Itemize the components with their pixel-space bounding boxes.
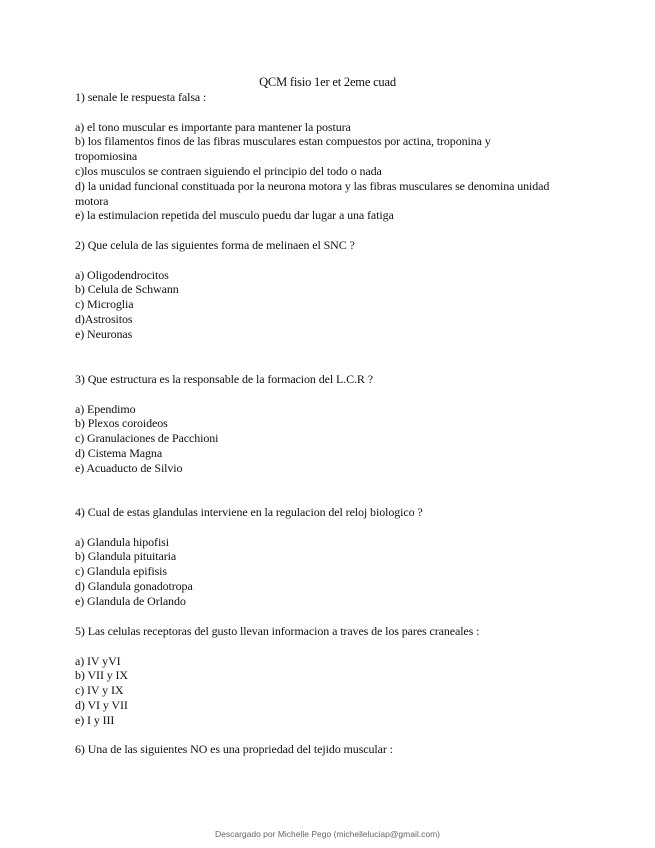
page-title: QCM fisio 1er et 2eme cuad xyxy=(259,75,396,89)
option-item: b) VII y IX xyxy=(75,668,128,683)
question-3 xyxy=(75,372,555,476)
option-item: d) la unidad funcional constituada por la neurona motora y las fibras musculares se denomina unidad motora xyxy=(75,178,550,208)
option-item: c) Glandula epifisis xyxy=(75,564,167,579)
option-item: d) VI y VII xyxy=(75,697,128,712)
question-4 xyxy=(75,505,555,609)
option-item: e) Acuaducto de Silvio xyxy=(75,460,183,475)
option-item: a) IV yVI xyxy=(75,653,121,668)
question-6 xyxy=(75,742,555,757)
question-stem: 2) Que celula de las siguientes forma de melinaen el SNC ? xyxy=(75,238,355,252)
option-item: c) Granulaciones de Pacchioni xyxy=(75,431,219,446)
option-item: c) Microglia xyxy=(75,297,134,312)
question-2 xyxy=(75,238,555,342)
question-1 xyxy=(75,90,555,223)
download-footer: Descargado por Michelle Pego (michelleluciap@gmail.com) xyxy=(214,829,440,839)
option-item: d)Astrositos xyxy=(75,311,133,326)
option-list xyxy=(75,268,555,342)
option-item: b) Glandula pituitaria xyxy=(75,549,177,564)
option-item: d) Cistema Magna xyxy=(75,445,163,460)
option-item: a) el tono muscular es importante para mantener la postura xyxy=(75,119,351,134)
option-item: b) Plexos coroideos xyxy=(75,416,168,431)
option-list xyxy=(75,120,555,224)
option-item: a) Oligodendrocitos xyxy=(75,267,169,282)
option-item: c) IV y IX xyxy=(75,683,124,698)
option-item: b) Celula de Schwann xyxy=(75,282,179,297)
option-item: b) los filamentos finos de las fibras musculares estan compuestos por actina, troponina y tropomiosina xyxy=(75,134,491,164)
option-list xyxy=(75,654,555,728)
question-stem: 5) Las celulas receptoras del gusto llevan informacion a traves de los pares craneales : xyxy=(75,624,480,638)
question-stem: 3) Que estructura es la responsable de la formacion del L.C.R ? xyxy=(75,372,373,386)
option-item: e) Neuronas xyxy=(75,326,133,341)
option-item: a) Ependimo xyxy=(75,401,136,416)
option-item: d) Glandula gonadotropa xyxy=(75,578,193,593)
question-5 xyxy=(75,624,555,728)
option-item: c)los musculos se contraen siguiendo el principio del todo o nada xyxy=(75,163,382,178)
option-item: e) la estimulacion repetida del musculo puedu dar lugar a una fatiga xyxy=(75,208,394,223)
question-stem: 1) senale le respuesta falsa : xyxy=(75,90,207,104)
option-item: a) Glandula hipofisi xyxy=(75,534,169,549)
question-stem: 6) Una de las siguientes NO es una propriedad del tejido muscular : xyxy=(75,742,393,756)
option-item: e) Glandula de Orlando xyxy=(75,593,186,608)
option-item: e) I y III xyxy=(75,712,115,727)
question-stem: 4) Cual de estas glandulas interviene en la regulacion del reloj biologico ? xyxy=(75,505,423,519)
option-list xyxy=(75,402,555,476)
option-list xyxy=(75,535,555,609)
